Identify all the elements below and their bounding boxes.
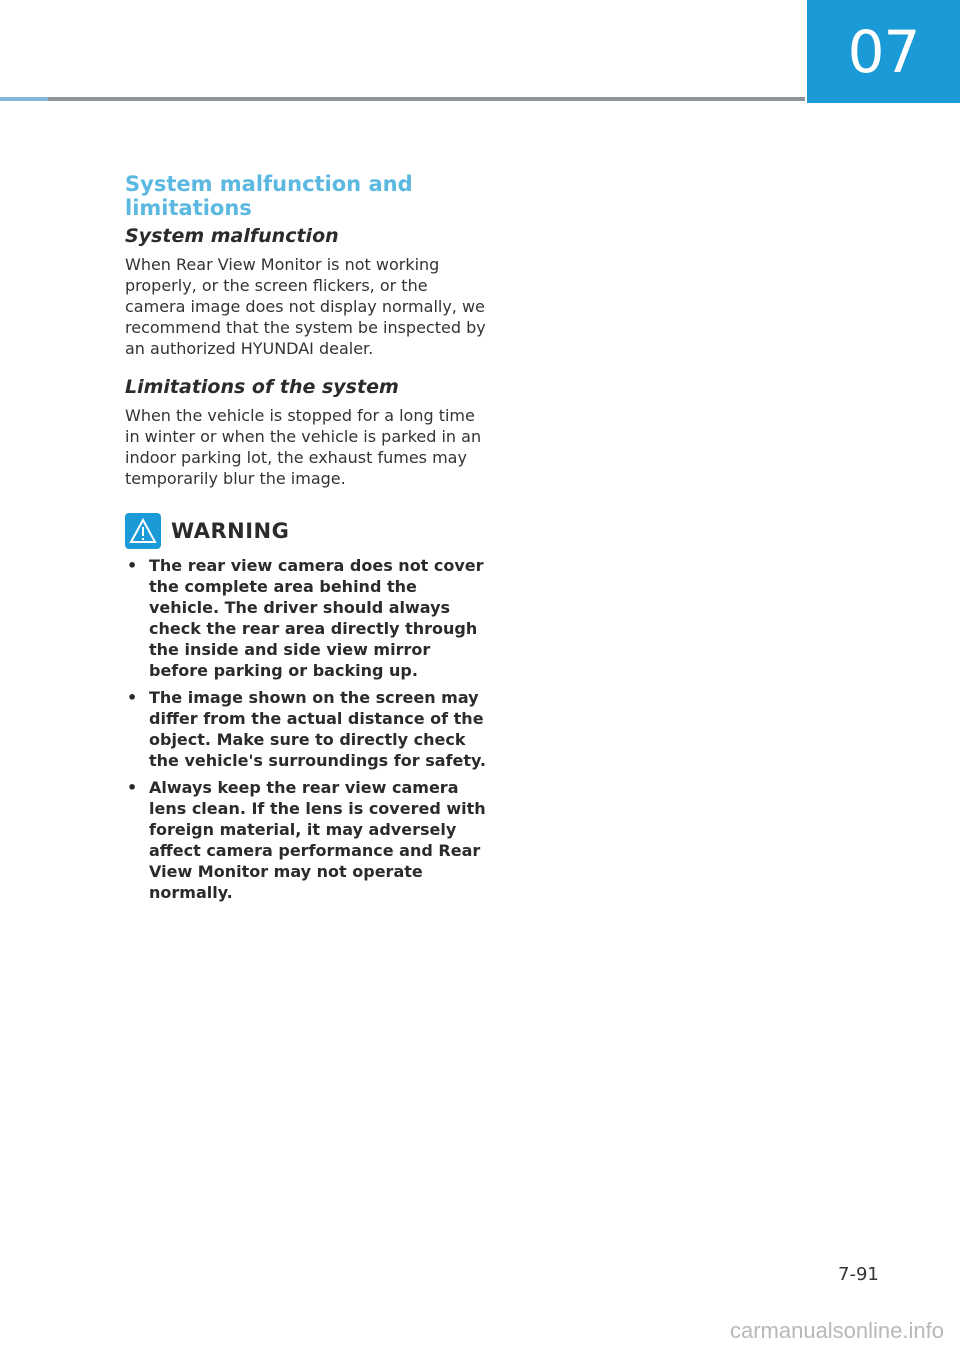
header-rule bbox=[0, 97, 805, 101]
malfunction-heading: System malfunction bbox=[125, 225, 339, 247]
page-number: 7-91 bbox=[838, 1264, 879, 1285]
warning-item bbox=[125, 777, 490, 903]
chapter-number: 07 bbox=[847, 17, 920, 86]
bullet: • bbox=[127, 556, 138, 575]
malfunction-text: When Rear View Monitor is not working properly, or the screen flickers, or the camera image does not display normally, we recommend that the system be inspected by an authorized HYUNDAI dealer. bbox=[125, 255, 486, 358]
main-content bbox=[125, 172, 490, 909]
warning-item-text: The image shown on the screen may differ from the actual distance of the object. Make sure to directly check the vehicle's surroundings for safety. bbox=[149, 688, 487, 770]
warning-item bbox=[125, 555, 490, 681]
warning-triangle-icon bbox=[125, 513, 161, 549]
limitations-heading: Limitations of the system bbox=[125, 376, 399, 398]
warning-header bbox=[125, 513, 490, 549]
warning-item-text: Always keep the rear view camera lens clean. If the lens is covered with foreign material, it may adversely affect camera performance and Rear View Monitor may not operate normally. bbox=[149, 778, 486, 902]
watermark: carmanualsonline.info bbox=[729, 1318, 944, 1343]
limitations-text: When the vehicle is stopped for a long time in winter or when the vehicle is parked in an indoor parking lot, the exhaust fumes may temporarily blur the image. bbox=[125, 406, 482, 488]
warning-item-text: The rear view camera does not cover the complete area behind the vehicle. The driver should always check the rear area directly through the inside and side view mirror before parking or backing up. bbox=[149, 556, 484, 680]
warning-item bbox=[125, 687, 490, 771]
section-title: System malfunction and limitations bbox=[125, 172, 413, 220]
warning-label: WARNING bbox=[171, 519, 290, 543]
bullet: • bbox=[127, 688, 138, 707]
chapter-tab bbox=[807, 0, 960, 103]
header-rule-accent bbox=[0, 97, 48, 101]
bullet: • bbox=[127, 778, 138, 797]
warning-list bbox=[125, 555, 490, 903]
